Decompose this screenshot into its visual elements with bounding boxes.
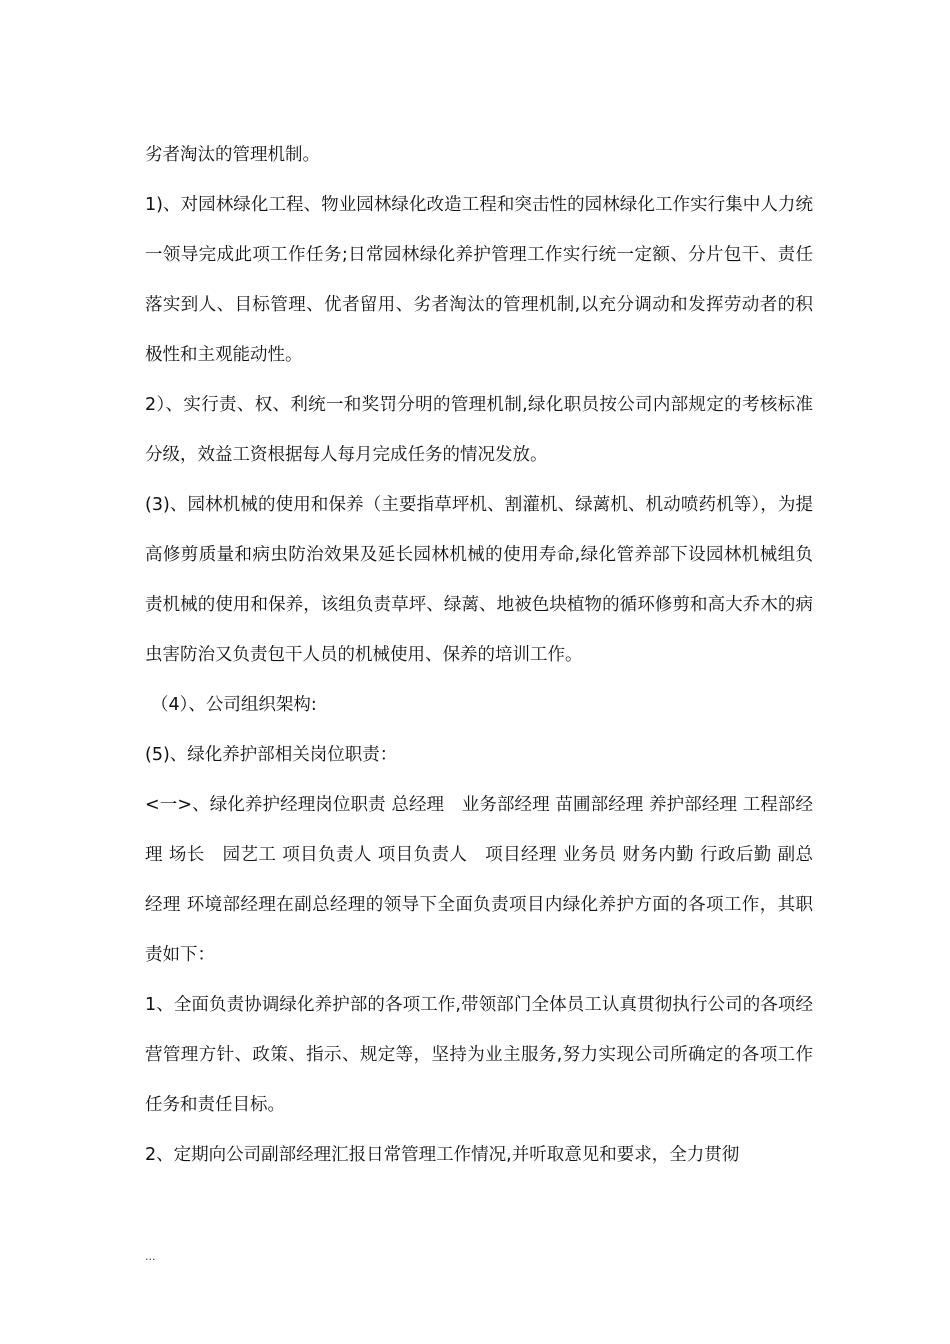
document-body (145, 130, 813, 1180)
paragraph: 1)、对园林绿化工程、物业园林绿化改造工程和突击性的园林绿化工作实行集中人力统一领导完成此项工作任务;日常园林绿化养护管理工作实行统一定额、分片包干、责任落实到人、目标管理、优者留用、劣者淘汰的管理机制,以充分调动和发挥劳动者的积极性和主观能动性。 (145, 195, 813, 365)
page-footer-mark: ... (145, 1250, 156, 1263)
paragraph: 劣者淘汰的管理机制。 (145, 145, 320, 165)
paragraph: 2、定期向公司副部经理汇报日常管理工作情况,并听取意见和要求，全力贯彻 (145, 1145, 740, 1165)
paragraph: <一>、绿化养护经理岗位职责 总经理 业务部经理 苗圃部经理 养护部经理 工程部经理 场长 园艺工 项目负责人 项目负责人 项目经理 业务员 财务内勤 行政后勤 副总经理 环境部经理在副总经理的领导下全面负责项目内绿化养护方面的各项工作，其职责如下： (145, 795, 813, 965)
paragraph: 1、全面负责协调绿化养护部的各项工作,带领部门全体员工认真贯彻执行公司的各项经营管理方针、政策、指示、规定等，坚持为业主服务,努力实现公司所确定的各项工作任务和责任目标。 (145, 995, 813, 1115)
paragraph: 2）、实行责、权、利统一和奖罚分明的管理机制,绿化职员按公司内部规定的考核标准分级，效益工资根据每人每月完成任务的情况发放。 (145, 395, 813, 465)
paragraph: （4）、公司组织架构: (151, 695, 317, 715)
paragraph: (5)、绿化养护部相关岗位职责： (145, 745, 398, 765)
paragraph: (3)、园林机械的使用和保养（主要指草坪机、割灌机、绿蓠机、机动喷药机等），为提高修剪质量和病虫防治效果及延长园林机械的使用寿命,绿化管养部下设园林机械组负责机械的使用和保养，该组负责草坪、绿蓠、地被色块植物的循环修剪和高大乔木的病虫害防治又负责包干人员的机械使用、保养的培训工作。 (145, 495, 813, 665)
